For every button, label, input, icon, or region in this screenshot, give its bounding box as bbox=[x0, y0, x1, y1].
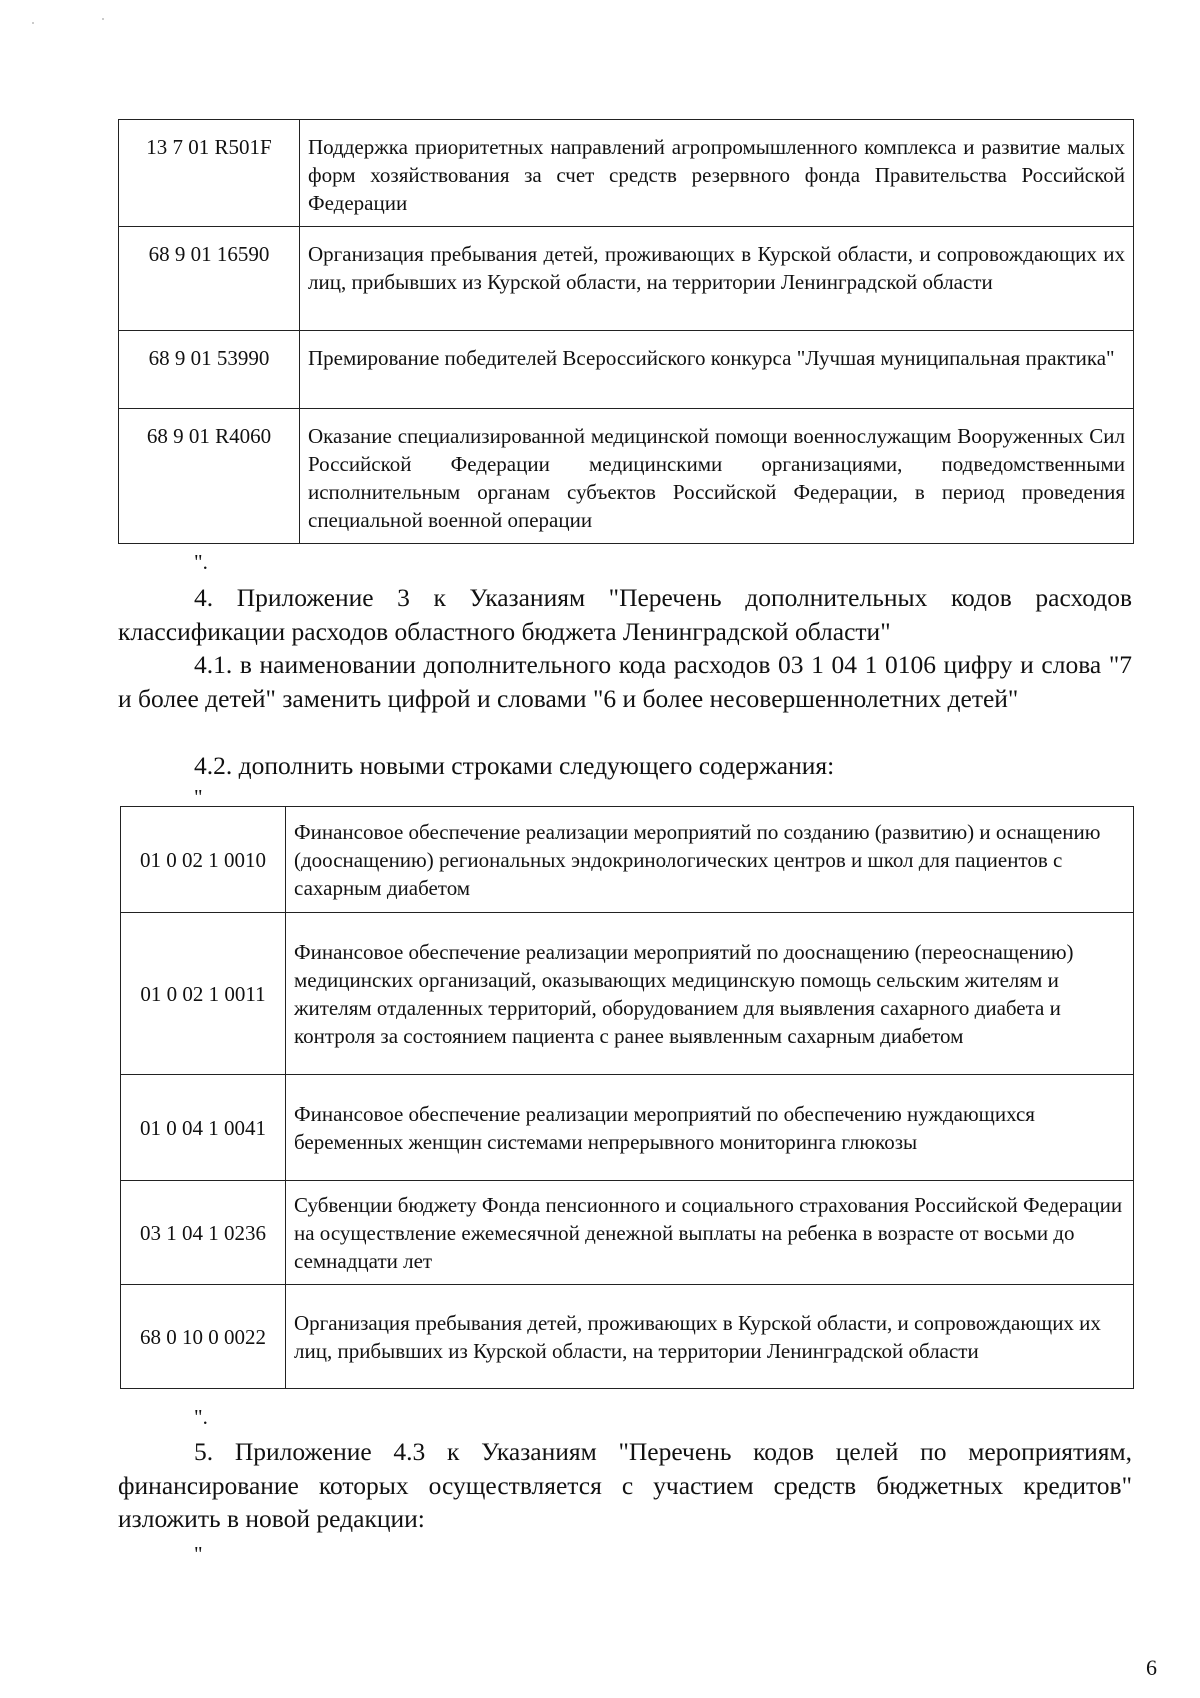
code-cell: 03 1 04 1 0236 bbox=[121, 1181, 286, 1285]
table-row bbox=[121, 913, 1134, 1075]
closing-quote-mark: ". bbox=[194, 550, 208, 574]
description-cell: Организация пребывания детей, проживающих в Курской области, и сопровождающих их лиц, прибывших из Курской области, на территории Ленинградской области bbox=[286, 1285, 1134, 1389]
opening-quote-mark: " bbox=[194, 785, 203, 809]
code-cell: 01 0 04 1 0041 bbox=[121, 1075, 286, 1181]
table-row bbox=[121, 1075, 1134, 1181]
description-cell: Финансовое обеспечение реализации мероприятий по созданию (развитию) и оснащению (дооснащению) региональных эндокринологических центров и школ для пациентов с сахарным диабетом bbox=[286, 807, 1134, 913]
code-cell: 13 7 01 R501F bbox=[119, 120, 300, 227]
paragraph-5: 5. Приложение 4.3 к Указаниям "Перечень кодов целей по мероприятиям, финансирование которых осуществляется с участием средств бюджетных кредитов" изложить в новой редакции: bbox=[118, 1437, 1132, 1533]
code-cell: 01 0 02 1 0010 bbox=[121, 807, 286, 913]
code-cell: 01 0 02 1 0011 bbox=[121, 913, 286, 1075]
description-cell: Субвенции бюджету Фонда пенсионного и социального страхования Российской Федерации на осуществление ежемесячной денежной выплаты на ребенка в возрасте от восьми до семнадцати лет bbox=[286, 1181, 1134, 1285]
table-row bbox=[119, 120, 1134, 227]
description-cell: Поддержка приоритетных направлений агропромышленного комплекса и развитие малых форм хозяйствования за счет средств резервного фонда Правительства Российской Федерации bbox=[300, 120, 1134, 227]
description-cell: Премирование победителей Всероссийского конкурса "Лучшая муниципальная практика" bbox=[300, 331, 1134, 409]
description-cell: Финансовое обеспечение реализации мероприятий по обеспечению нуждающихся беременных женщин системами непрерывного мониторинга глюкозы bbox=[286, 1075, 1134, 1181]
table-row bbox=[119, 331, 1134, 409]
description-cell: Организация пребывания детей, проживающих в Курской области, и сопровождающих их лиц, прибывших из Курской области, на территории Ленинградской области bbox=[300, 227, 1134, 331]
description-cell: Оказание специализированной медицинской помощи военнослужащим Вооруженных Сил Российской Федерации медицинскими организациями, подведомственными исполнительным органам субъектов Российской Федерации, в период проведения специальной военной операции bbox=[300, 409, 1134, 544]
table-row bbox=[121, 1285, 1134, 1389]
code-cell: 68 9 01 R4060 bbox=[119, 409, 300, 544]
page-number: 6 bbox=[1146, 1655, 1157, 1680]
table-row bbox=[121, 1181, 1134, 1285]
table-row bbox=[119, 409, 1134, 544]
scan-speck bbox=[102, 18, 104, 20]
additional-codes-table bbox=[120, 806, 1134, 1389]
opening-quote-mark: " bbox=[194, 1542, 203, 1566]
table-row bbox=[119, 227, 1134, 331]
code-cell: 68 0 10 0 0022 bbox=[121, 1285, 286, 1389]
description-cell: Финансовое обеспечение реализации мероприятий по дооснащению (переоснащению) медицинских организаций, оказывающих медицинскую помощь сельским жителям и жителям отдаленных территорий, оборудованием для выявления сахарного диабета и контроля за состоянием пациента с ранее выявленным сахарным диабетом bbox=[286, 913, 1134, 1075]
closing-quote-mark: ". bbox=[194, 1405, 208, 1429]
table-row bbox=[121, 807, 1134, 913]
paragraph-4: 4. Приложение 3 к Указаниям "Перечень дополнительных кодов расходов классификации расходов областного бюджета Ленинградской области" bbox=[118, 583, 1132, 646]
scan-speck bbox=[32, 22, 34, 24]
code-cell: 68 9 01 53990 bbox=[119, 331, 300, 409]
paragraph-4-1: 4.1. в наименовании дополнительного кода расходов 03 1 04 1 0106 цифру и слова "7 и более детей" заменить цифрой и словами "6 и более несовершеннолетних детей" bbox=[118, 650, 1132, 713]
code-cell: 68 9 01 16590 bbox=[119, 227, 300, 331]
paragraph-4-2: 4.2. дополнить новыми строками следующего содержания: bbox=[194, 751, 835, 780]
expense-codes-table bbox=[118, 119, 1134, 544]
